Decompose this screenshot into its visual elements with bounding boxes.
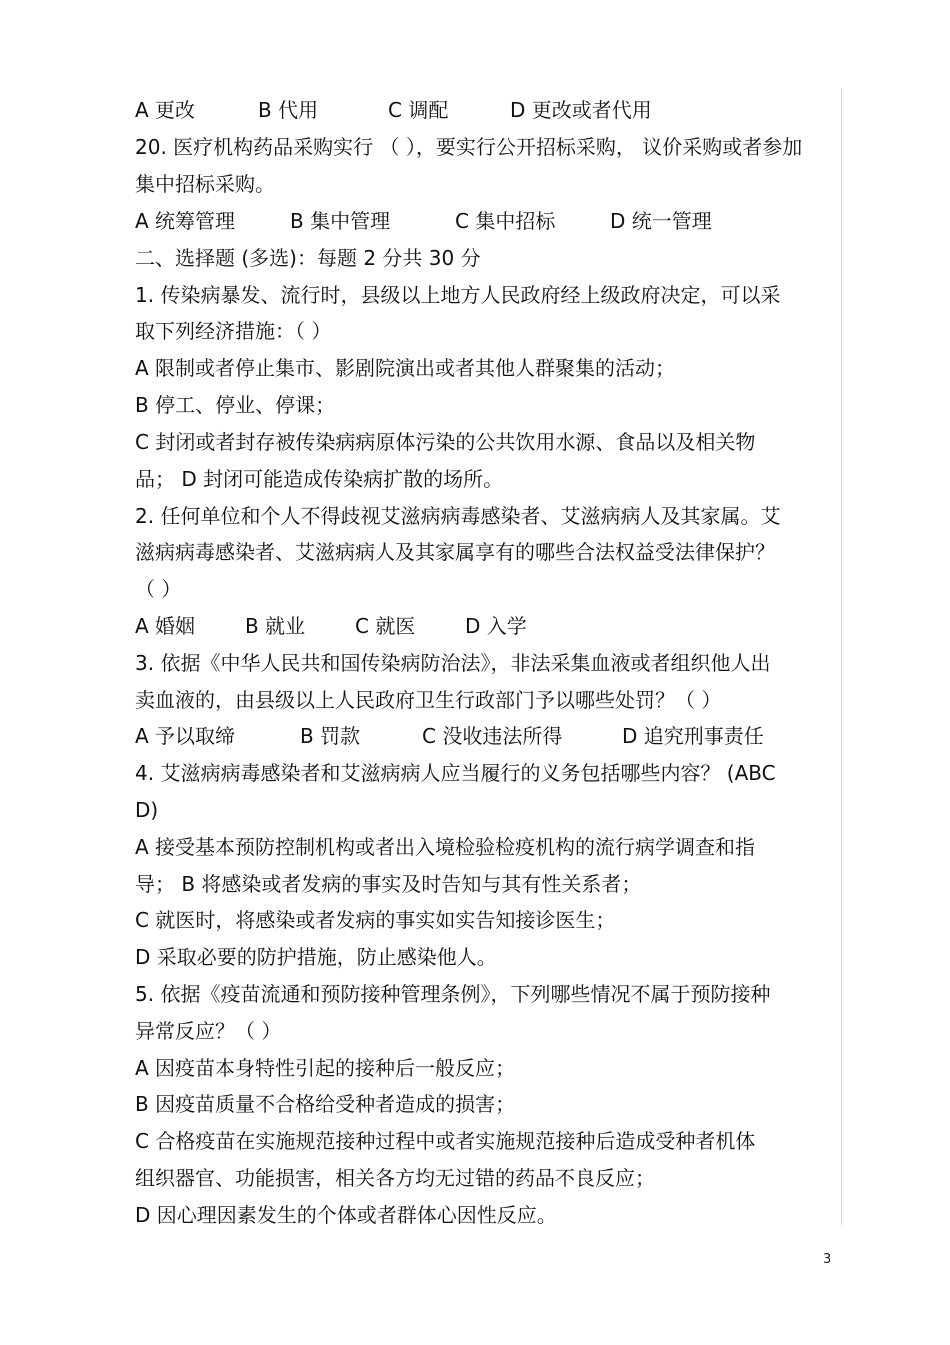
q5-option-b: B 因疫苗质量不合格给受种者造成的损害； [135, 1092, 516, 1116]
q2-option-d: D 入学 [465, 614, 527, 638]
q5-option-d: D 因心理因素发生的个体或者群体心因性反应。 [135, 1203, 557, 1227]
q20-text-line-2: 集中招标采购。 [135, 172, 275, 196]
q20-option-b: B 集中管理 [290, 209, 391, 233]
right-margin-rule [841, 88, 842, 1225]
q20-option-a: A 统筹管理 [135, 209, 236, 233]
q4-option-d: D 采取必要的防护措施，防止感染他人。 [135, 945, 497, 969]
q2-option-b: B 就业 [245, 614, 306, 638]
section-heading: 二、选择题 (多选)：每题 2 分共 30 分 [135, 246, 481, 270]
q5-option-c-line-1: C 合格疫苗在实施规范接种过程中或者实施规范接种后造成受种者机体 [135, 1129, 756, 1153]
q4-text-line-2: D) [135, 798, 159, 822]
q2-option-a: A 婚姻 [135, 614, 196, 638]
q20-option-d: D 统一管理 [610, 209, 712, 233]
q4-option-a-line-2: 导； B 将感染或者发病的事实及时告知与其有性关系者； [135, 872, 642, 896]
q3-text-line-1: 3. 依据《中华人民共和国传染病防治法》，非法采集血液或者组织他人出 [135, 651, 771, 675]
q2-text-line-2: 滋病病毒感染者、艾滋病病人及其家属享有的哪些合法权益受法律保护？ [135, 540, 775, 564]
q1-option-a: A 限制或者停止集市、影剧院演出或者其他人群聚集的活动； [135, 356, 676, 380]
q2-answer-blank: （ ） [135, 577, 182, 601]
q19-option-c: C 调配 [388, 98, 449, 122]
q5-text-line-2: 异常反应？（ ） [135, 1019, 282, 1043]
q1-option-b: B 停工、停业、停课； [135, 393, 336, 417]
q3-option-d: D 追究刑事责任 [622, 724, 764, 748]
q4-option-c: C 就医时，将感染或者发病的事实如实告知接诊医生； [135, 908, 616, 932]
q3-option-b: B 罚款 [300, 724, 361, 748]
q3-text-line-2: 卖血液的，由县级以上人民政府卫生行政部门予以哪些处罚？（ ） [135, 688, 722, 712]
q20-text-line-1: 20. 医疗机构药品采购实行 （ ），要实行公开招标采购， 议价采购或者参加 [135, 135, 803, 159]
q4-text-line-1: 4. 艾滋病病毒感染者和艾滋病病人应当履行的义务包括哪些内容？ (ABC [135, 761, 776, 785]
q1-option-c-line-1: C 封闭或者封存被传染病病原体污染的公共饮用水源、食品以及相关物 [135, 430, 756, 454]
q2-text-line-1: 2. 任何单位和个人不得歧视艾滋病病毒感染者、艾滋病病人及其家属。艾 [135, 504, 781, 528]
q19-option-d: D 更改或者代用 [510, 98, 652, 122]
q1-text-line-1: 1. 传染病暴发、流行时，县级以上地方人民政府经上级政府决定，可以采 [135, 283, 781, 307]
q1-text-line-2: 取下列经济措施：（ ） [135, 319, 332, 343]
q5-option-c-line-2: 组织器官、功能损害，相关各方均无过错的药品不良反应； [135, 1166, 655, 1190]
q19-option-a: A 更改 [135, 98, 196, 122]
q4-option-a-line-1: A 接受基本预防控制机构或者出入境检验检疫机构的流行病学调查和指 [135, 835, 756, 859]
q3-option-c: C 没收违法所得 [422, 724, 563, 748]
q19-option-b: B 代用 [258, 98, 319, 122]
q1-option-c-line-2: 品； D 封闭可能造成传染病扩散的场所。 [135, 467, 504, 491]
q20-option-c: C 集中招标 [455, 209, 556, 233]
q2-option-c: C 就医 [355, 614, 416, 638]
q3-option-a: A 予以取缔 [135, 724, 236, 748]
page-number: 3 [823, 1252, 832, 1267]
q5-text-line-1: 5. 依据《疫苗流通和预防接种管理条例》，下列哪些情况不属于预防接种 [135, 982, 771, 1006]
q5-option-a: A 因疫苗本身特性引起的接种后一般反应； [135, 1056, 516, 1080]
